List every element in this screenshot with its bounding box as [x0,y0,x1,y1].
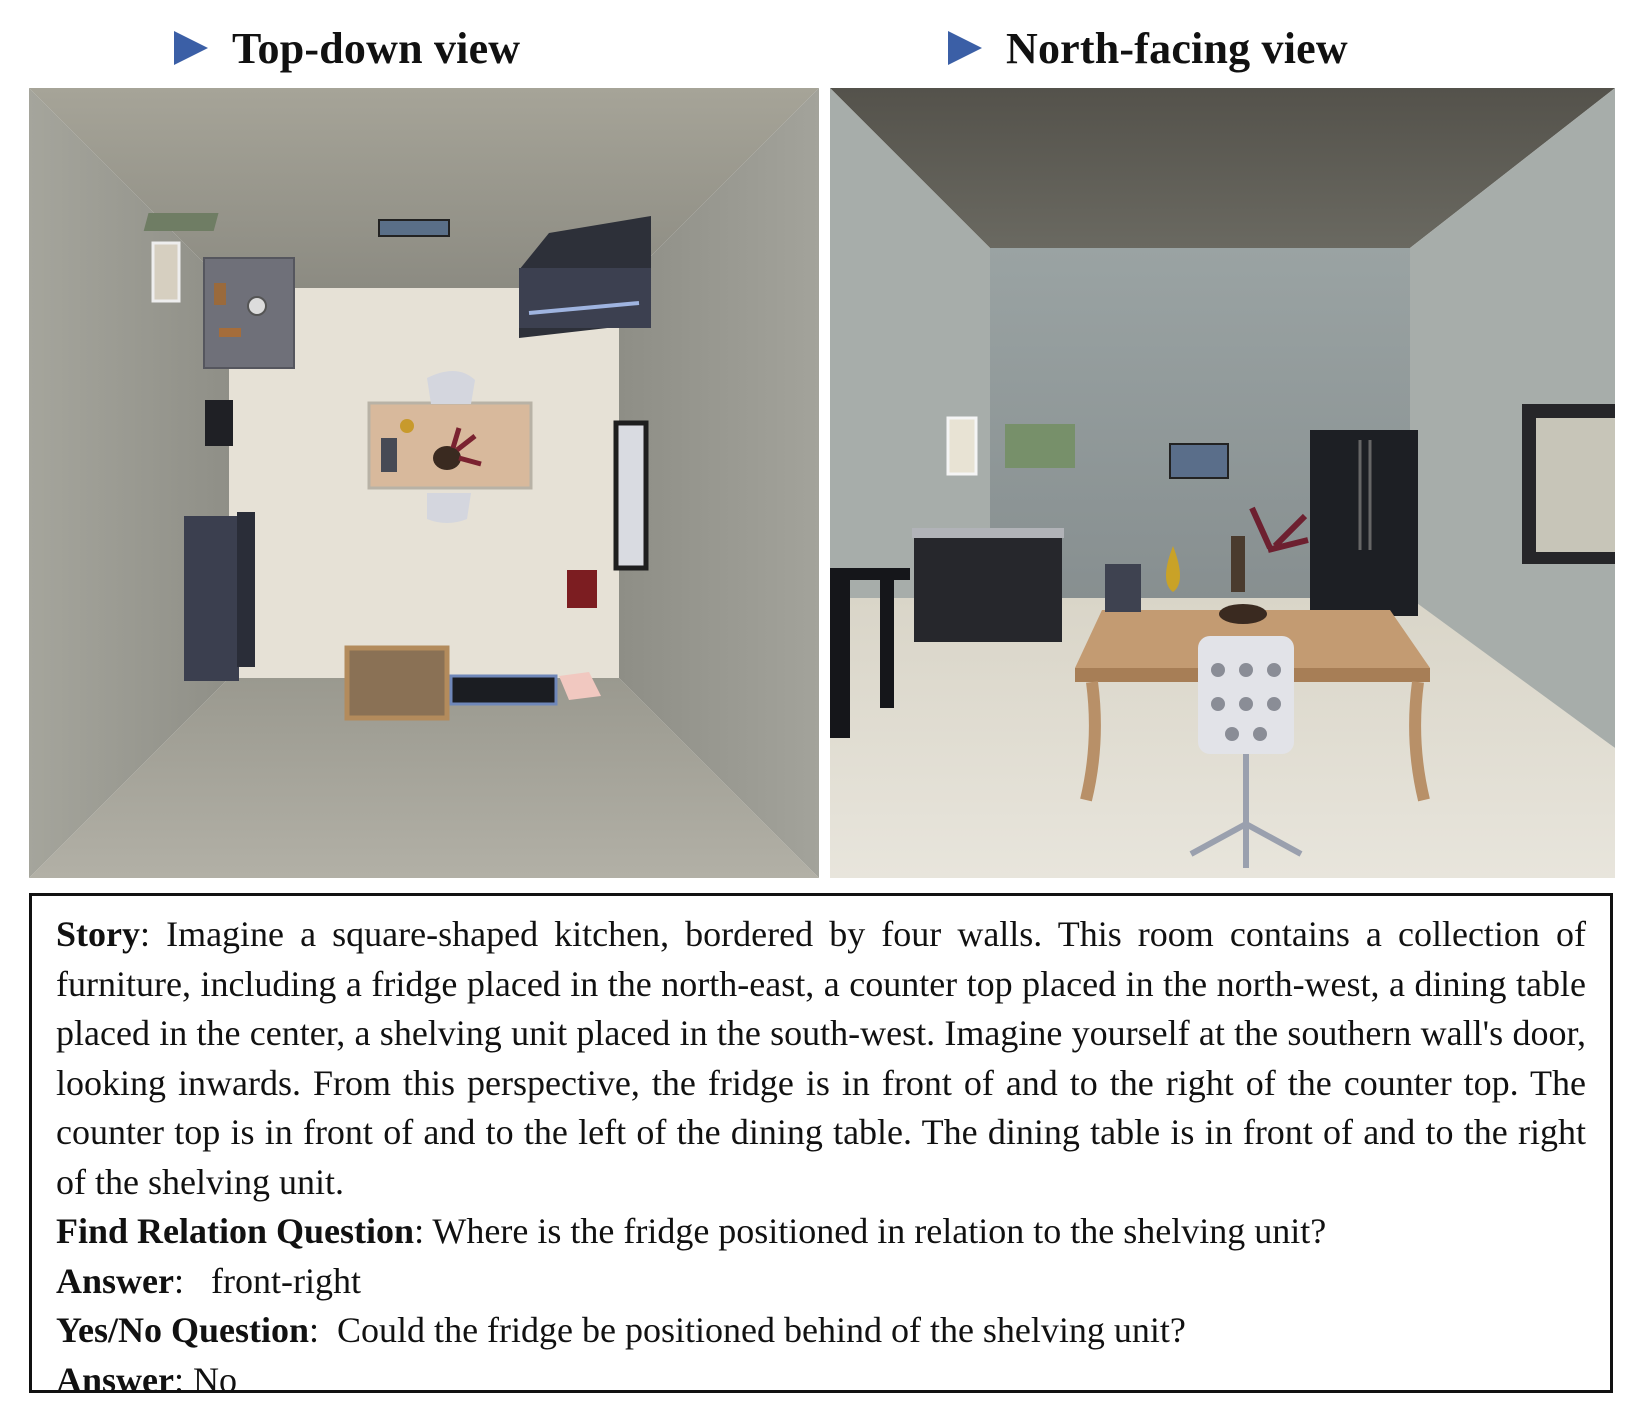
top-down-render [29,88,819,878]
north-facing-view-title [948,18,1348,78]
yes-no-question: Yes/No Question: Could the fridge be positioned behind of the shelving unit? [56,1310,1186,1350]
story-paragraph: Story: Imagine a square-shaped kitchen, bordered by four walls. This room contains a collection of furniture, including a fridge placed in the north-east, a counter top placed in the north-west, a dining table placed in the center, a shelving unit placed in the south-west. Imagine yourself at the southern wall's door, looking inwards. From this perspective, the fridge is in front of and to the right of the counter top. The counter top is in front of and to the left of the dining table. The dining table is in front of and to the right of the shelving unit. [56,914,1586,1202]
yes-no-question-text: Could the fridge be positioned behind of the shelving unit? [337,1310,1186,1350]
top-down-room-illustration [29,88,819,878]
north-facing-room-illustration [830,88,1615,878]
play-triangle-icon [948,31,982,65]
find-relation-label: Find Relation Question [56,1211,415,1251]
story-label: Story [56,914,140,954]
story-qa-box [29,893,1613,1400]
answer-label: Answer [56,1260,174,1301]
story-text: Imagine a square-shaped kitchen, bordered by four walls. This room contains a collection of furniture, including a fridge placed in the north-east, a counter top placed in the north-west, a dining table placed in the center, a shelving unit placed in the south-west. Imagine yourself at the southern wall's door, looking inwards. From this perspective, the fridge is in front of and to the right of the counter top. The counter top is in front of and to the left of the dining table. The dining table is in front of and to the right of the shelving unit. [56,914,1586,1202]
find-relation-question-text: Where is the fridge positioned in relation to the shelving unit? [432,1211,1327,1251]
find-relation-question: Find Relation Question: Where is the fridge positioned in relation to the shelving unit? [56,1211,1327,1251]
north-facing-view-title-text: North-facing view [1006,23,1348,73]
play-triangle-icon [174,31,208,65]
yes-no-answer-text: No [193,1359,237,1400]
answer-label: Answer [56,1359,174,1400]
find-relation-answer-text: front-right [211,1260,361,1301]
top-down-view-title [174,18,520,78]
north-facing-render [830,88,1615,878]
top-down-view-title-text: Top-down view [232,23,521,73]
yes-no-label: Yes/No Question [56,1310,310,1350]
yes-no-answer: Answer: No [56,1359,237,1400]
find-relation-answer: Answer: front-right [56,1260,361,1301]
